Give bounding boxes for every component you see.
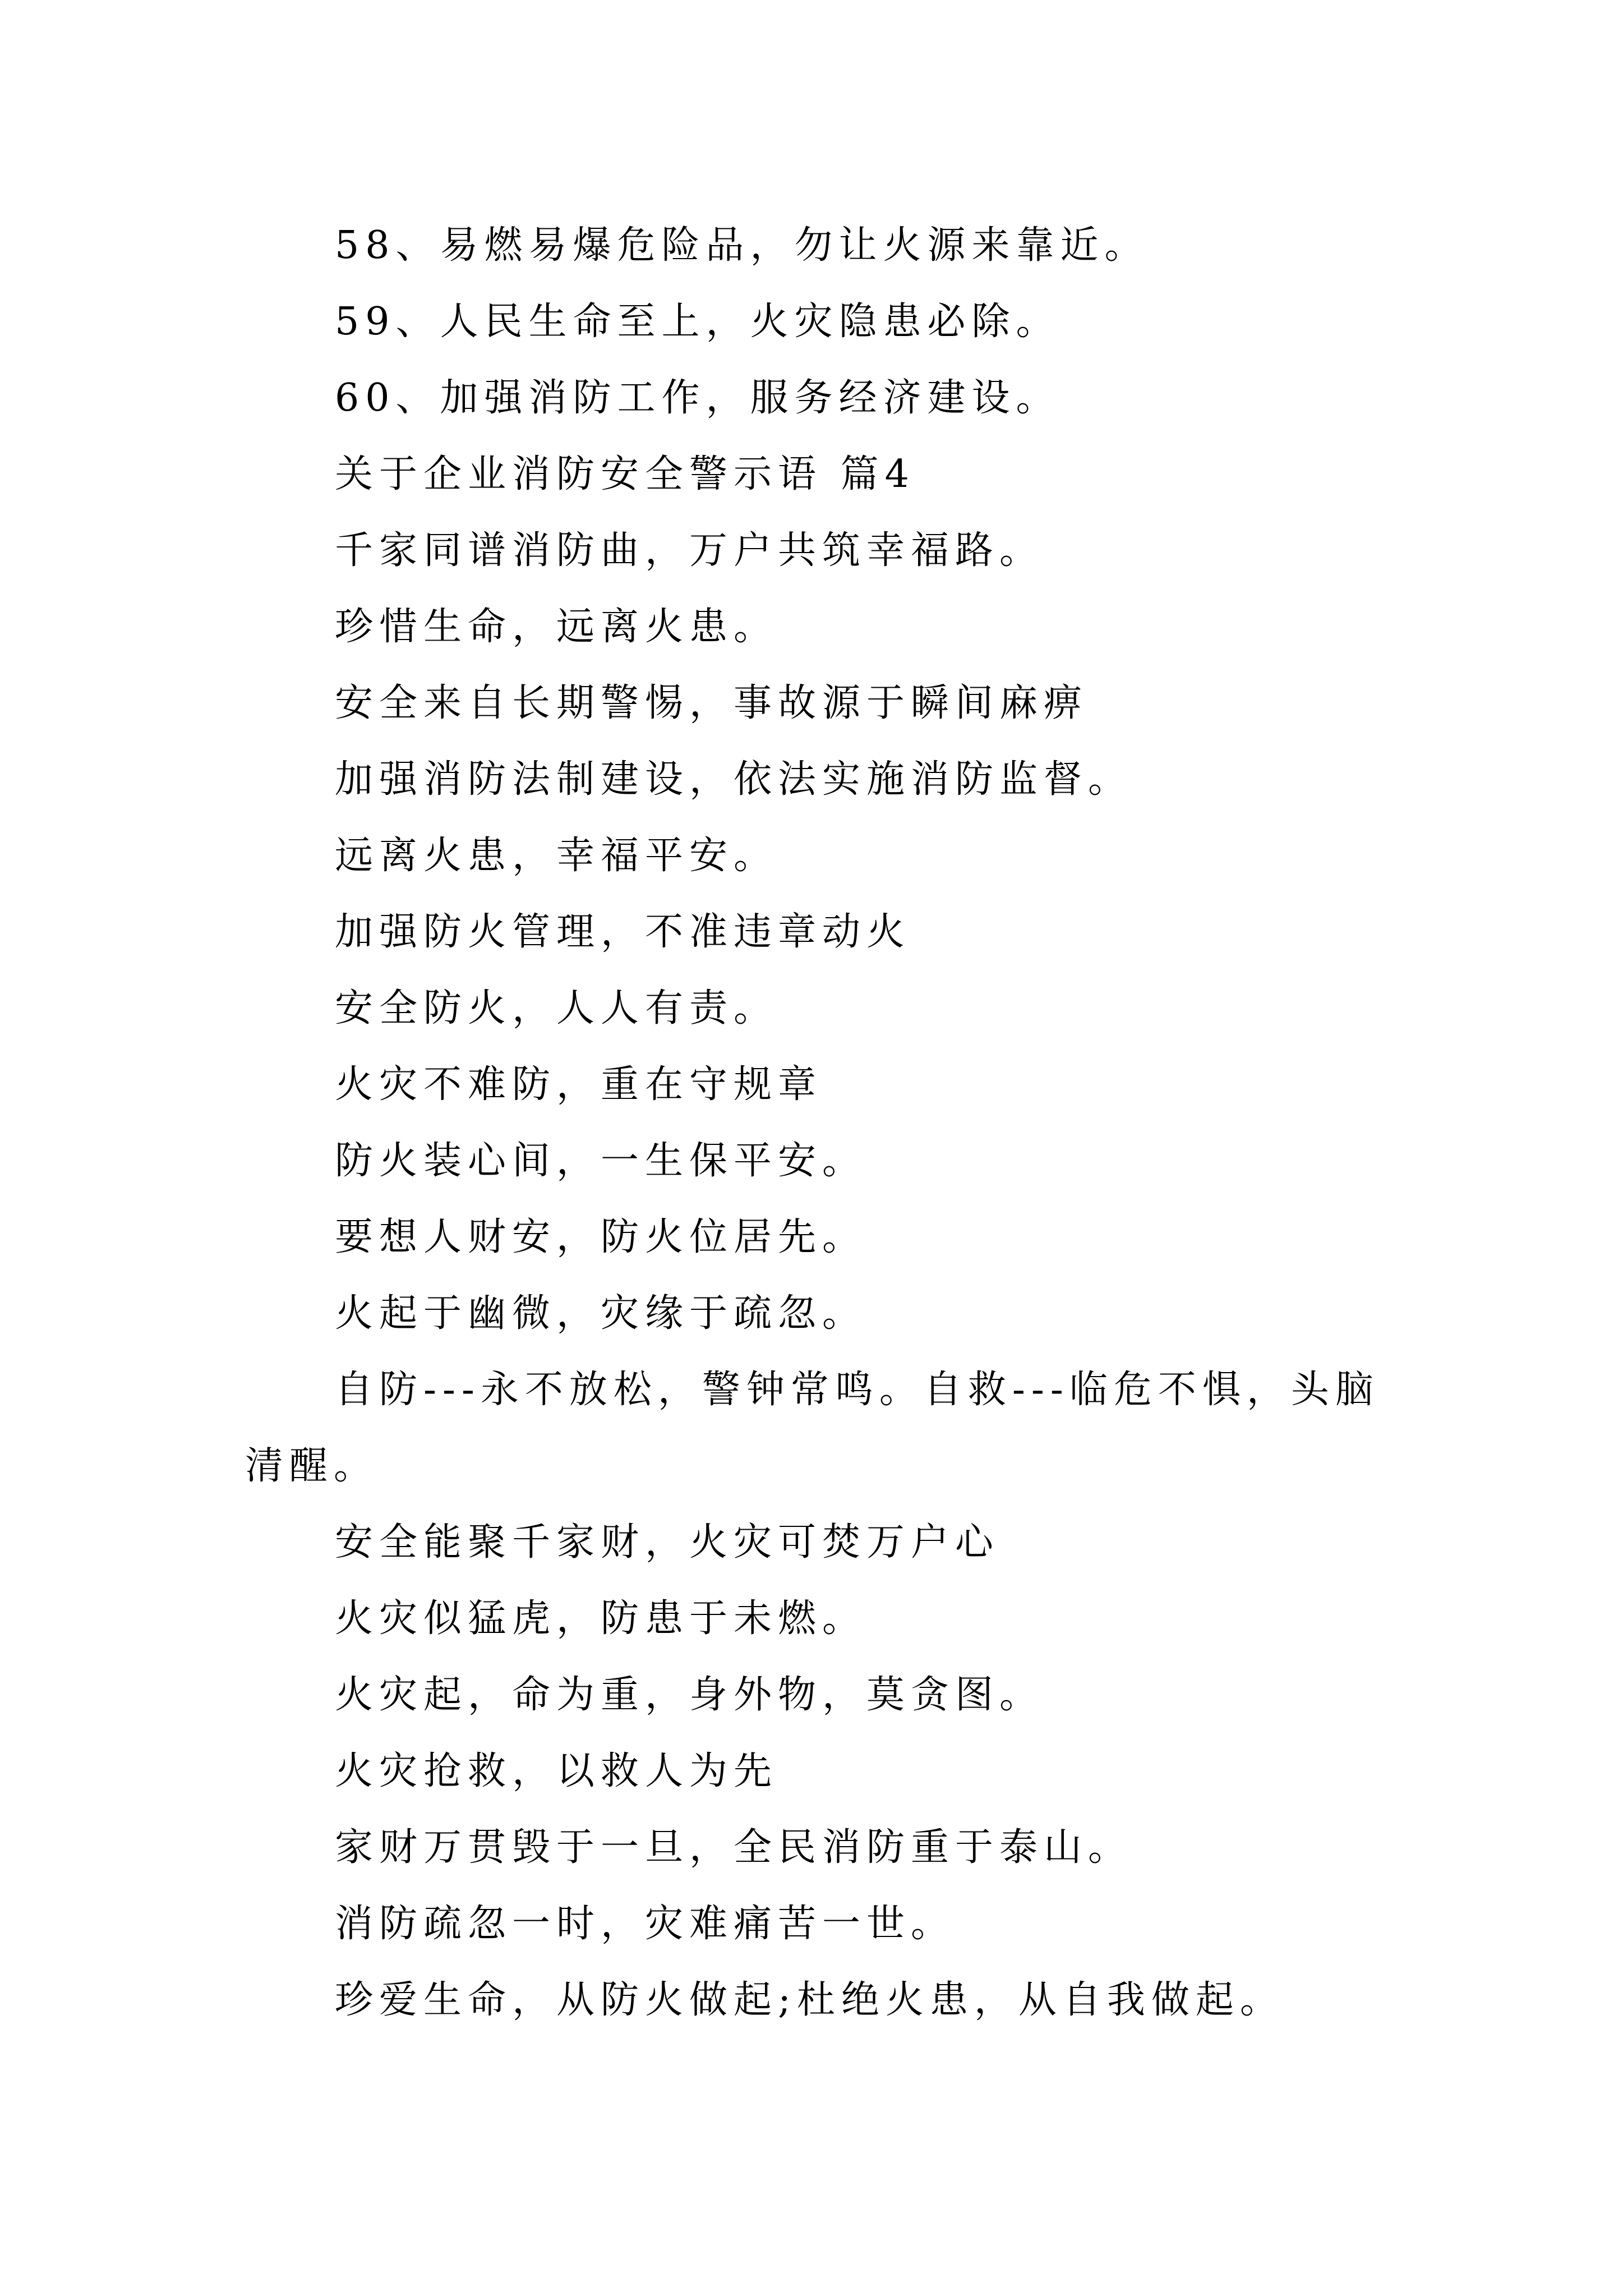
- text-line: 加强消防法制建设，依法实施消防监督。: [335, 757, 1133, 802]
- document-body: [245, 208, 1389, 2039]
- text-line: 火灾似猛虎，防患于未燃。: [335, 1596, 867, 1641]
- text-line: 火灾起，命为重，身外物，莫贪图。: [335, 1673, 1044, 1717]
- text-line: 家财万贯毁于一旦，全民消防重于泰山。: [335, 1825, 1133, 1870]
- text-line: 加强防火管理，不准违章动火: [335, 910, 911, 954]
- text-line: 火灾不难防，重在守规章: [335, 1062, 823, 1107]
- text-line: 安全来自长期警惕，事故源于瞬间麻痹: [335, 681, 1089, 725]
- text-line-continuation: 清醒。: [245, 1444, 379, 1488]
- text-line: 自防---永不放松，警钟常鸣。自救---临危不惧，头脑: [335, 1368, 1380, 1412]
- text-line: 安全防火，人人有责。: [335, 986, 778, 1030]
- text-line: 防火装心间，一生保平安。: [335, 1139, 867, 1183]
- text-line: 58、易燃易爆危险品，勿让火源来靠近。: [335, 223, 1149, 268]
- text-line: 消防疏忽一时，灾难痛苦一世。: [335, 1902, 956, 1946]
- text-line: 60、加强消防工作，服务经济建设。: [335, 376, 1061, 420]
- text-line: 珍爱生命，从防火做起;杜绝火患，从自我做起。: [335, 1978, 1284, 2022]
- text-line: 59、人民生命至上，火灾隐患必除。: [335, 300, 1061, 344]
- section-heading: 关于企业消防安全警示语 篇4: [335, 452, 915, 496]
- text-line: 火灾抢救，以救人为先: [335, 1749, 778, 1793]
- text-line: 火起于幽微，灾缘于疏忽。: [335, 1291, 867, 1336]
- text-line: 远离火患，幸福平安。: [335, 834, 778, 878]
- text-line: 珍惜生命，远离火患。: [335, 605, 778, 649]
- text-line: 千家同谱消防曲，万户共筑幸福路。: [335, 528, 1044, 573]
- text-line: 安全能聚千家财，火灾可焚万户心: [335, 1520, 1000, 1565]
- text-line: 要想人财安，防火位居先。: [335, 1215, 867, 1259]
